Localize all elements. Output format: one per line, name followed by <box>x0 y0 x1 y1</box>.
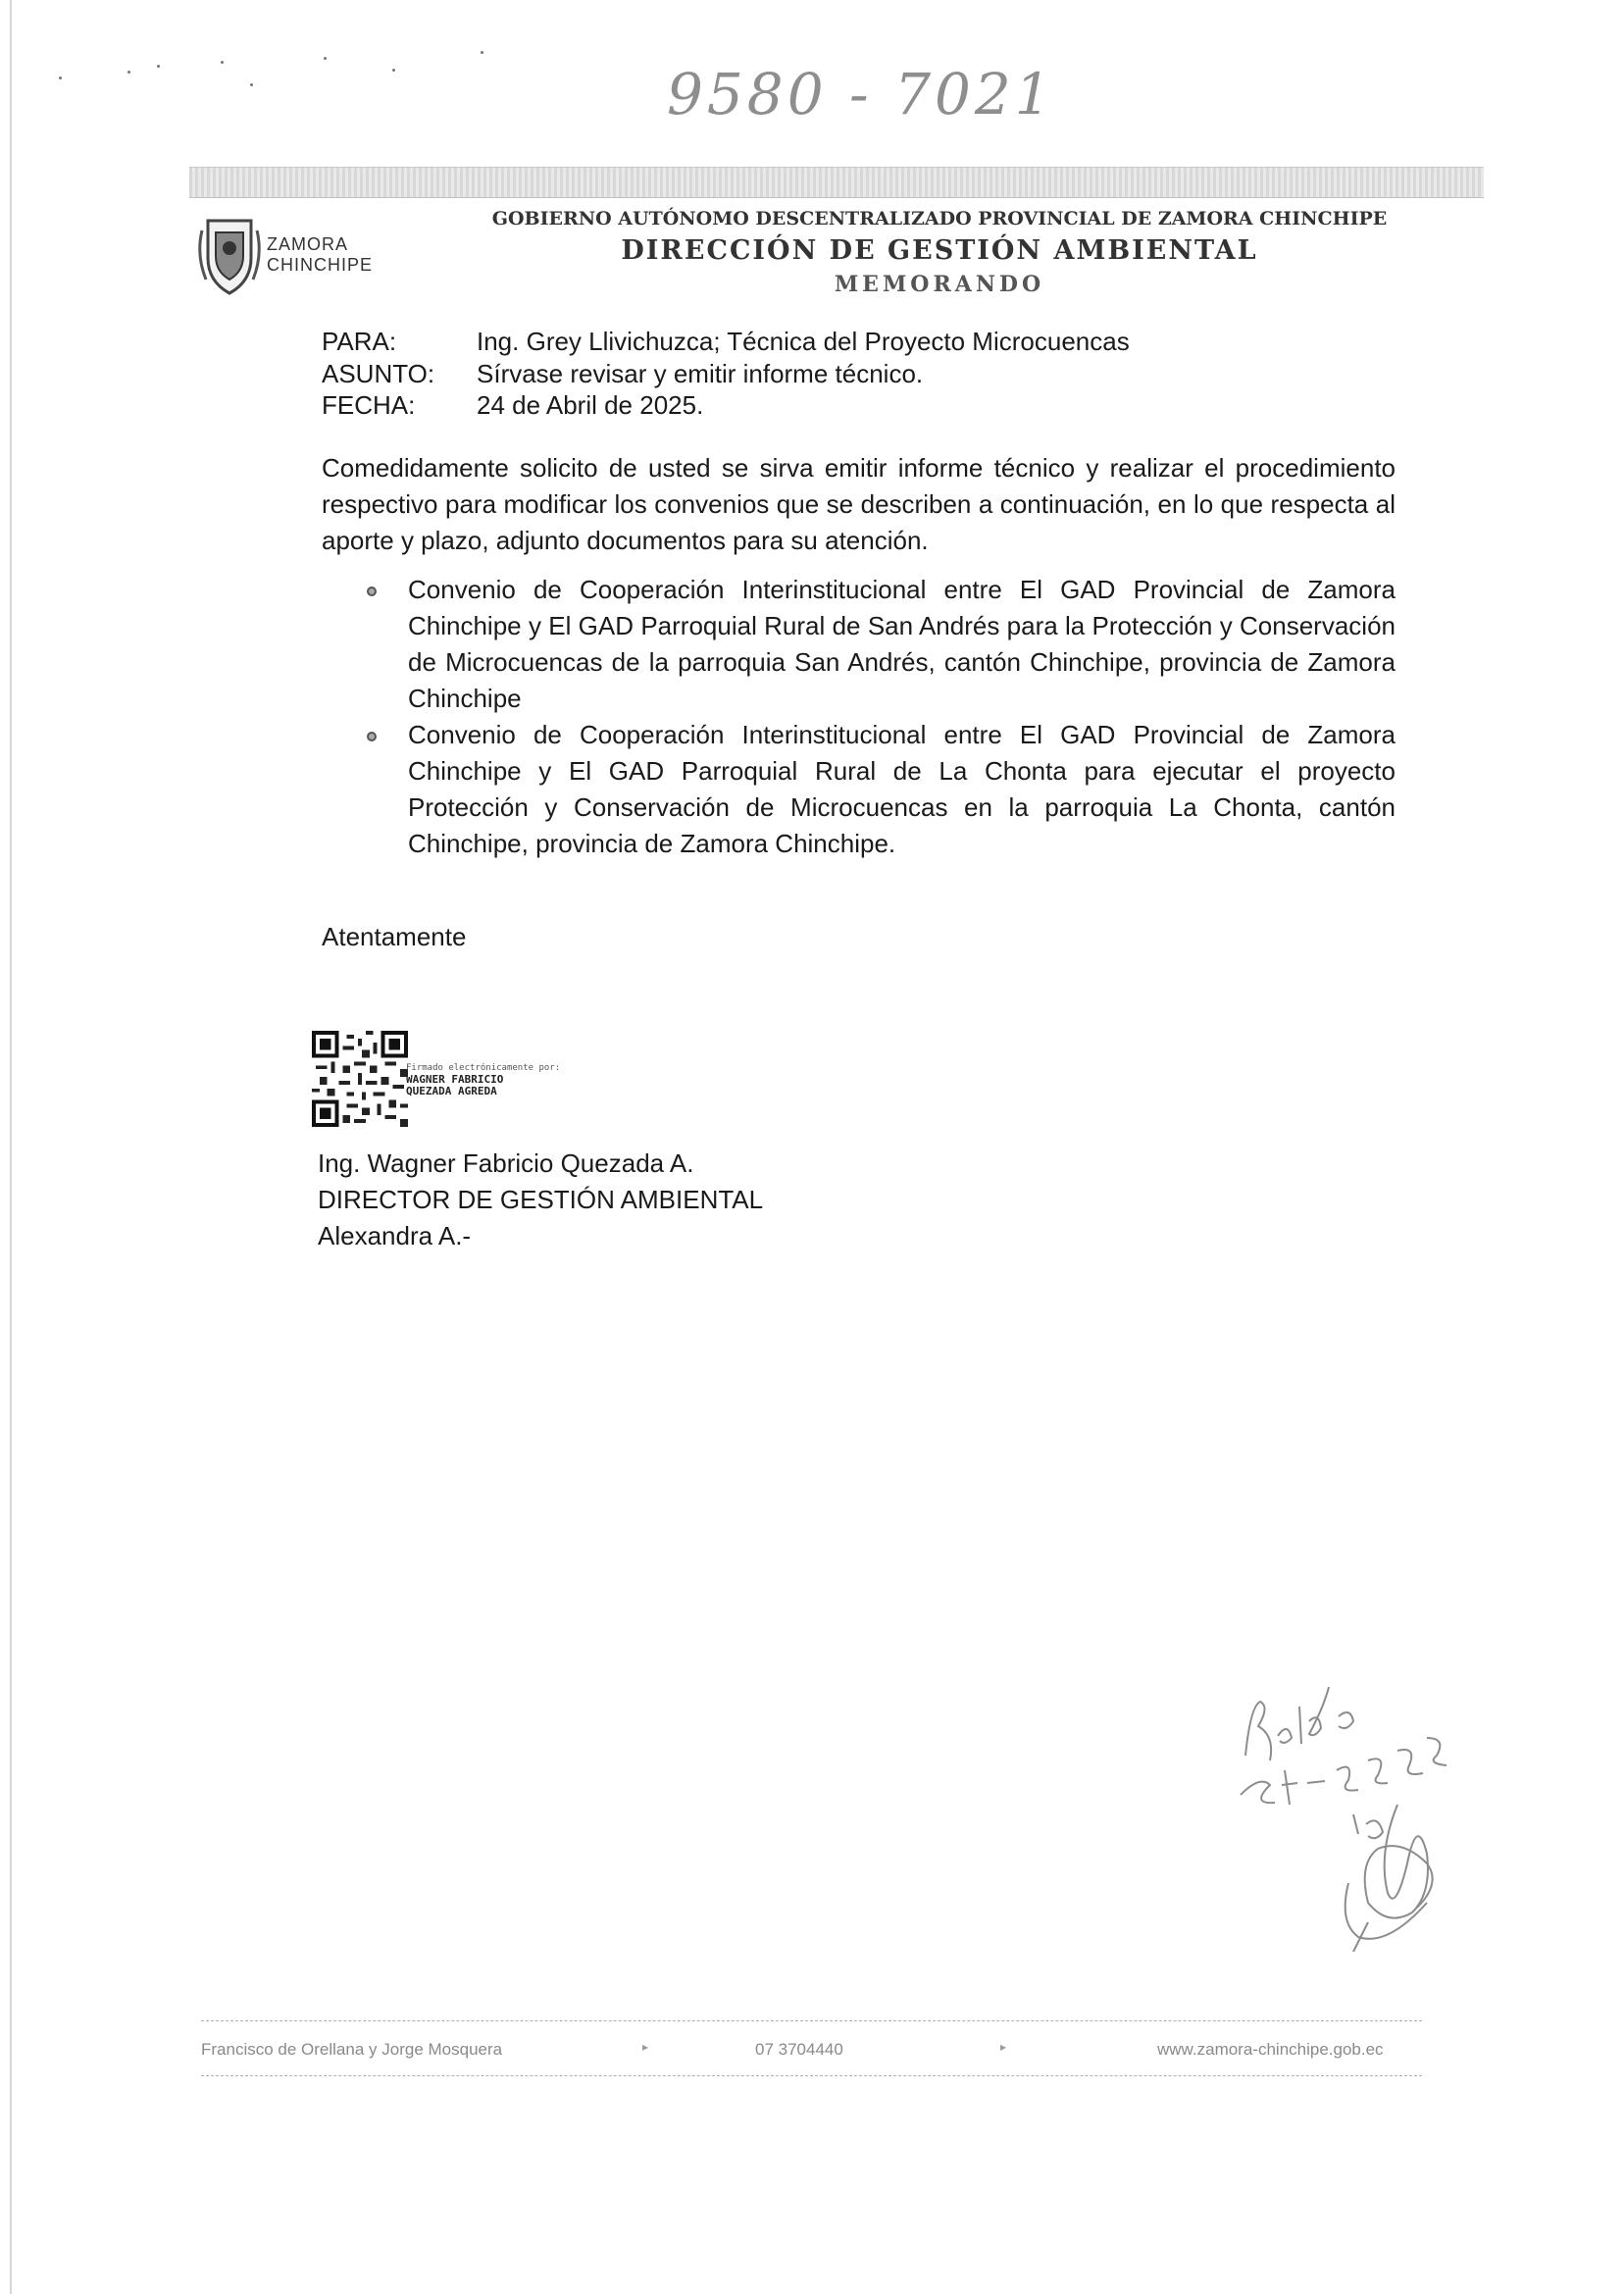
letterhead-band <box>189 167 1484 198</box>
asunto-label: ASUNTO: <box>322 359 435 388</box>
separator-icon: ▸ <box>642 2040 649 2054</box>
signer-block <box>318 1146 763 1254</box>
closing: Atentamente <box>322 922 467 951</box>
signer-initials: Alexandra A.- <box>318 1221 472 1250</box>
handwritten-document-number: 9580 - 7021 <box>667 61 1055 127</box>
scan-speck <box>481 51 483 54</box>
footer-divider <box>201 2075 1422 2076</box>
logo-text <box>267 234 373 276</box>
para-label: PARA: <box>322 327 397 356</box>
scan-speck <box>250 83 253 86</box>
footer-website: www.zamora-chinchipe.gob.ec <box>1157 2040 1384 2059</box>
list-item <box>363 717 1396 862</box>
scan-speck <box>157 65 160 68</box>
fecha-value: 24 de Abril de 2025. <box>477 390 704 420</box>
scan-speck <box>127 71 130 74</box>
signature-name-line-2: QUEZADA AGREDA <box>406 1085 497 1097</box>
zamora-chinchipe-logo <box>196 211 392 304</box>
scan-edge <box>10 0 12 2294</box>
scan-speck <box>392 69 395 72</box>
fecha-label: FECHA: <box>322 390 416 420</box>
scan-speck <box>221 61 224 64</box>
institution-name: GOBIERNO AUTÓNOMO DESCENTRALIZADO PROVINCIAL DE ZAMORA CHINCHIPE <box>491 208 1388 229</box>
footer-divider <box>201 2020 1422 2021</box>
agreements-list <box>363 572 1396 862</box>
logo-line-2: CHINCHIPE <box>267 255 374 275</box>
para-value: Ing. Grey Llivichuzca; Técnica del Proyecto Microcuencas <box>477 327 1130 356</box>
bullet-icon <box>367 732 377 741</box>
footer-address: Francisco de Orellana y Jorge Mosquera <box>201 2040 503 2059</box>
signer-title: DIRECTOR DE GESTIÓN AMBIENTAL <box>318 1185 764 1214</box>
signature-caption: Firmado electrónicamente por: <box>406 1063 561 1073</box>
document-type: MEMORANDO <box>834 272 1045 297</box>
scan-speck <box>59 76 62 79</box>
electronic-signature-label <box>406 1062 560 1097</box>
qr-code-icon <box>312 1031 408 1127</box>
scan-speck <box>324 57 327 60</box>
crest-icon <box>196 211 263 304</box>
body-paragraph: Comedidamente solicito de usted se sirva emitir informe técnico y realizar el procedimiento respectivo para modificar los convenios que se describen a continuación, en lo que respecta al aporte y plazo, adjunto documentos para su atención. <box>322 453 1396 555</box>
bullet-icon <box>367 586 377 596</box>
logo-line-1: ZAMORA <box>267 234 349 254</box>
separator-icon: ▸ <box>1000 2040 1007 2054</box>
received-handwritten-stamp <box>1231 1667 1456 1952</box>
footer-phone: 07 3704440 <box>755 2040 843 2059</box>
list-item-text: Convenio de Cooperación Interinstitucional entre El GAD Provincial de Zamora Chinchipe y El GAD Parroquial Rural de San Andrés para la Protección y Conservación de Microcuencas de la parroquia San Andrés, cantón Chinchipe, provincia de Zamora Chinchipe <box>408 575 1396 713</box>
asunto-value: Sírvase revisar y emitir informe técnico. <box>477 359 924 388</box>
department-name: DIRECCIÓN DE GESTIÓN AMBIENTAL <box>621 235 1258 266</box>
list-item-text: Convenio de Cooperación Interinstitucional entre El GAD Provincial de Zamora Chinchipe y El GAD Parroquial Rural de La Chonta para ejecutar el proyecto Protección y Conservación de Microcuencas en la parroquia La Chonta, cantón Chinchipe, provincia de Zamora Chinchipe. <box>408 720 1396 858</box>
signer-name: Ing. Wagner Fabricio Quezada A. <box>318 1148 694 1178</box>
signature-name-line-1: WAGNER FABRICIO <box>406 1073 504 1086</box>
list-item <box>363 572 1396 717</box>
